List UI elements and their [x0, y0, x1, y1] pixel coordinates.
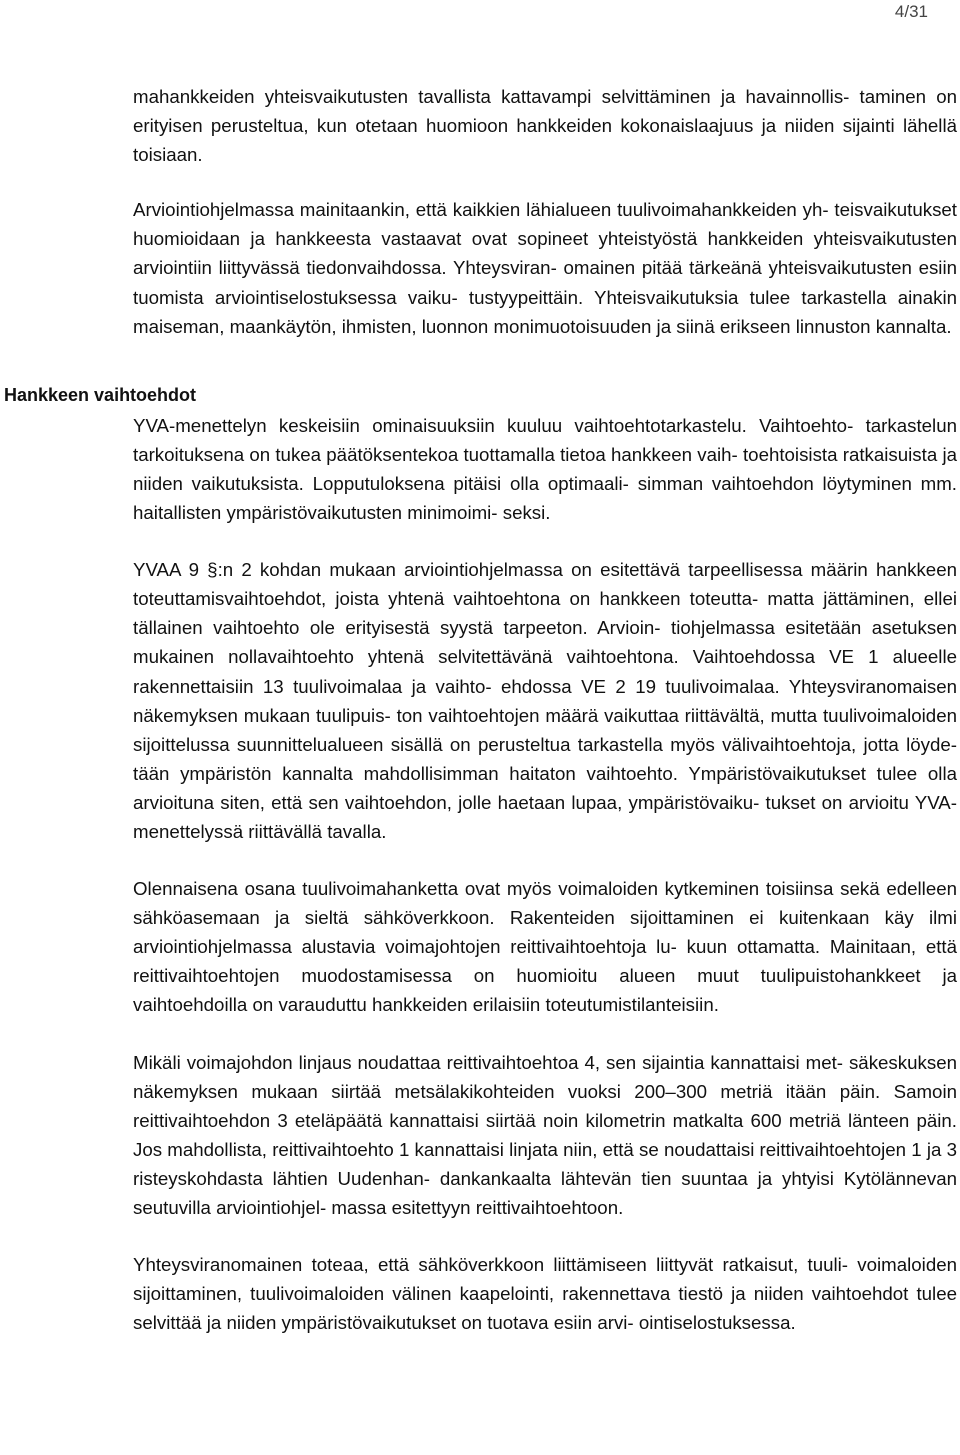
- paragraph-cumulative-impacts-program: Arviointiohjelmassa mainitaankin, että kaikkien lähialueen tuulivoimahankkeiden yh- teisvaikutukset huomioidaan ja hankkeesta vastaavat ovat sopineet yhteistyöstä hankkeiden yhteisvaikutusten arviointiin liittyvässä tiedonvaihdossa. Yhteysviran- omainen pitää tärkeänä yhteisvaikutusten esiin tuomista arviointiselostuksessa vaiku- tustyypeittäin. Yhteisvaikutuksia tulee tarkastella ainakin maiseman, maankäytön, ihmisten, luonnon monimuotoisuuden ja siinä erikseen linnuston kannalta.: [133, 199, 957, 337]
- document-body: [133, 82, 957, 1337]
- paragraph-yvaa-alternatives: YVAA 9 §:n 2 kohdan mukaan arviointiohjelmassa on esitettävä tarpeellisessa määrin hankkeen toteuttamisvaihtoehdot, joista yhtenä vaihtoehtona on hankkeen toteutta- matta jättäminen, ellei tällainen vaihtoehto ole erityisestä syystä tarpeeton. Arvioin- tiohjelmassa esitetään asetuksen mukainen nollavaihtoehto yhtenä selvitettävänä vaihtoehtona. Vaihtoehdossa VE 1 alueelle rakennettaisiin 13 tuulivoimalaa ja vaihto- ehdossa VE 2 19 tuulivoimalaa. Yhteysviranomaisen näkemyksen mukaan tuulipuis- ton vaihtoehtojen määrä vaikuttaa riittävältä, mutta tuulivoimaloiden sijoittelussa suunnittelualueen sisällä on perusteltua tarkastella myös välivaihtoehtoja, jotta löyde- tään ympäristön kannalta mahdollisimman haitaton vaihtoehto. Ympäristövaikutukset tulee olla arvioituna siten, että sen vaihtoehdon, jolle haetaan lupaa, ympäristövaiku- tukset on arvioitu YVA-menettelyssä riittävällä tavalla.: [133, 559, 957, 842]
- paragraph-authority-conclusion: Yhteysviranomainen toteaa, että sähköverkkoon liittämiseen liittyvät ratkaisut, tuuli- voimaloiden sijoittaminen, tuulivoimaloiden välinen kaapelointi, rakennettava tiestö ja niiden vaihtoehdot tulee selvittää ja niiden ympäristövaikutukset on tuotava esiin arvi- ointiselostuksessa.: [133, 1254, 957, 1334]
- paragraph-grid-connection: Olennaisena osana tuulivoimahanketta ovat myös voimaloiden kytkeminen toisiinsa sekä edelleen sähköasemaan ja sieltä sähköverkkoon. Rakenteiden sijoittaminen ei kuitenkaan käy ilmi arviointiohjelmassa alustavia voimajohtojen reittivaihtoehtoja lu- kuun ottamatta. Mainitaan, että reittivaihtoehtojen muodostamisessa on huomioitu alueen muut tuulipuistohankkeet ja vaihtoehdoilla on varauduttu hankkeiden erilaisiin toteutumistilanteisiin.: [133, 878, 957, 1016]
- paragraph-cumulative-impacts-intro: mahankkeiden yhteisvaikutusten tavallista kattavampi selvittäminen ja havainnollis- taminen on erityisen perusteltua, kun otetaan huomioon hankkeiden kokonaislaajuus ja niiden sijainti lähellä toisiaan.: [133, 86, 957, 166]
- paragraph-alternatives-review: YVA-menettelyn keskeisiin ominaisuuksiin kuuluu vaihtoehtotarkastelu. Vaihtoehto- tarkastelun tarkoituksena on tukea päätöksentekoa tuottamalla tietoa hankkeen vaih- toehtoisista ratkaisuista ja niiden vaikutuksista. Lopputuloksena pitäisi olla optimaali- simman vaihtoehdon löytyminen mm. haitallisten ympäristövaikutusten minimoimi- seksi.: [133, 414, 957, 524]
- section-heading-alternatives: Hankkeen vaihtoehdot: [4, 385, 197, 405]
- page-number: 4/31: [894, 2, 928, 21]
- paragraph-power-line-route: Mikäli voimajohdon linjaus noudattaa reittivaihtoehtoa 4, sen sijaintia kannattaisi met- säkeskuksen näkemyksen mukaan siirtää metsälakikohteiden vuoksi 200–300 metriä itään päin. Samoin reittivaihtoehdon 3 eteläpäätä kannattaisi siirtää noin kilometrin matkalta 600 metriä länteen päin. Jos mahdollista, reittivaihtoehto 1 kannattaisi linjata niin, että se noudattaisi reittivaihtoehtojen 1 ja 3 risteyskohdasta lähtien Uudenhan- dankankaalta lähtevän tien suuntaa ja yhtyisi Kytölännevan seutuvilla arviointiohjel- massa esitettyyn reittivaihtoehtoon.: [133, 1051, 957, 1218]
